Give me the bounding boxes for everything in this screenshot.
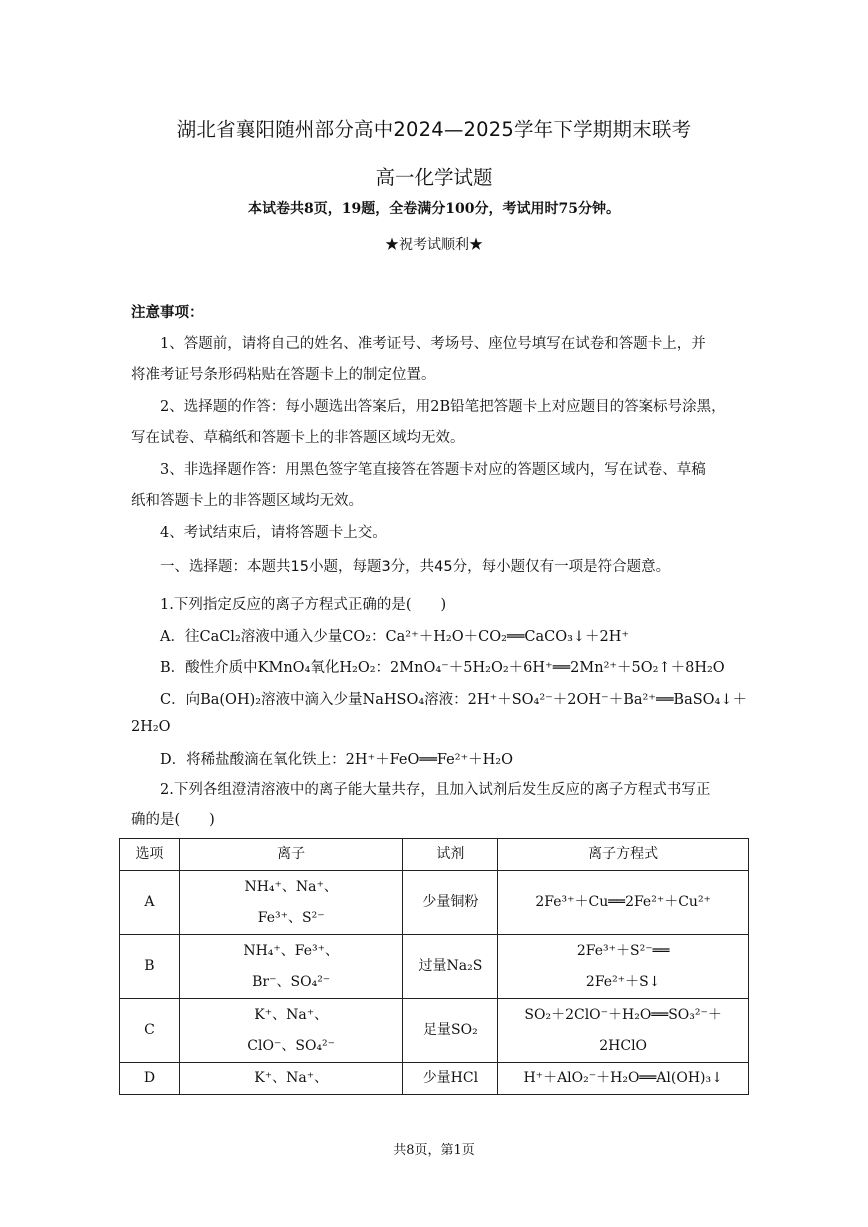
ions-line-1: NH₄⁺、Na⁺、 bbox=[244, 878, 338, 895]
row-reagent: 少量铜粉 bbox=[403, 871, 498, 935]
row-option: C bbox=[120, 999, 180, 1063]
row-reagent: 少量HCl bbox=[403, 1063, 498, 1095]
ions-line-2: ClO⁻、SO₄²⁻ bbox=[247, 1037, 336, 1054]
q1-option-c-line-1: C．向Ba(OH)₂溶液中滴入少量NaHSO₄溶液：2H⁺＋SO₄²⁻＋2OH⁻＋Ba²⁺══BaSO₄↓＋ bbox=[160, 692, 748, 708]
table-header-row bbox=[120, 839, 749, 871]
ions-line-2: Fe³⁺、S²⁻ bbox=[257, 909, 325, 926]
row-equation bbox=[498, 1063, 749, 1095]
row-option: B bbox=[120, 935, 180, 999]
q2-table bbox=[119, 838, 749, 1095]
row-equation bbox=[498, 999, 749, 1063]
equation-line-1: 2Fe³⁺＋S²⁻══ bbox=[576, 942, 670, 959]
header-option: 选项 bbox=[120, 839, 180, 871]
exam-wish: ★祝考试顺利★ bbox=[385, 237, 483, 253]
table-row bbox=[120, 935, 749, 999]
equation-line-2: 2Fe²⁺＋S↓ bbox=[585, 973, 661, 990]
header-ions: 离子 bbox=[179, 839, 403, 871]
q1-option-a: A．往CaCl₂溶液中通入少量CO₂：Ca²⁺＋H₂O＋CO₂══CaCO₃↓＋2H⁺ bbox=[160, 629, 630, 645]
ions-line-1: K⁺、Na⁺、 bbox=[254, 1006, 329, 1023]
notes-heading: 注意事项： bbox=[131, 304, 204, 321]
row-ions bbox=[179, 999, 403, 1063]
equation-line-1: H⁺＋AlO₂⁻＋H₂O══Al(OH)₃↓ bbox=[523, 1070, 723, 1086]
row-option: D bbox=[120, 1063, 180, 1095]
q1-option-c-line-2: 2H₂O bbox=[131, 719, 171, 735]
q1-option-b: B．酸性介质中KMnO₄氧化H₂O₂：2MnO₄⁻＋5H₂O₂＋6H⁺══2Mn²⁺＋5O₂↑＋8H₂O bbox=[160, 660, 725, 676]
q2-stem-line-1: 2.下列各组澄清溶液中的离子能大量共存，且加入试剂后发生反应的离子方程式书写正 bbox=[160, 782, 711, 798]
row-equation bbox=[498, 871, 749, 935]
table-row bbox=[120, 1063, 749, 1095]
ions-line-1: K⁺、Na⁺、 bbox=[254, 1070, 329, 1086]
ions-line-1: NH₄⁺、Fe³⁺、 bbox=[243, 942, 340, 959]
section-1-heading: 一、选择题：本题共15小题，每题3分，共45分，每小题仅有一项是符合题意。 bbox=[160, 559, 671, 575]
exam-subtitle: 高一化学试题 bbox=[375, 166, 493, 189]
header-reagent: 试剂 bbox=[403, 839, 498, 871]
exam-info: 本试卷共8页，19题，全卷满分100分，考试用时75分钟。 bbox=[248, 201, 620, 217]
q1-option-d: D．将稀盐酸滴在氧化铁上：2H⁺＋FeO══Fe²⁺＋H₂O bbox=[160, 752, 514, 768]
note-1-line-1: 1、答题前，请将自己的姓名、准考证号、考场号、座位号填写在试卷和答题卡上，并 bbox=[160, 336, 706, 352]
row-option: A bbox=[120, 871, 180, 935]
table-row bbox=[120, 999, 749, 1063]
note-2-line-1: 2、选择题的作答：每小题选出答案后，用2B铅笔把答题卡上对应题目的答案标号涂黑， bbox=[160, 399, 726, 415]
row-reagent: 过量Na₂S bbox=[403, 935, 498, 999]
row-ions bbox=[179, 871, 403, 935]
equation-line-1: SO₂＋2ClO⁻＋H₂O══SO₃²⁻＋ bbox=[524, 1006, 722, 1023]
equation-line-1: 2Fe³⁺＋Cu══2Fe²⁺＋Cu²⁺ bbox=[535, 894, 711, 910]
note-2-line-2: 写在试卷、草稿纸和答题卡上的非答题区域均无效。 bbox=[131, 430, 465, 446]
page-footer: 共8页，第1页 bbox=[393, 1143, 475, 1158]
ions-line-2: Br⁻、SO₄²⁻ bbox=[252, 973, 331, 990]
note-3-line-2: 纸和答题卡上的非答题区域均无效。 bbox=[131, 493, 363, 509]
row-ions bbox=[179, 935, 403, 999]
row-reagent: 足量SO₂ bbox=[403, 999, 498, 1063]
row-ions bbox=[179, 1063, 403, 1095]
exam-title: 湖北省襄阳随州部分高中2024—2025学年下学期期末联考 bbox=[176, 118, 692, 141]
row-equation bbox=[498, 935, 749, 999]
note-4: 4、考试结束后，请将答题卡上交。 bbox=[160, 525, 387, 541]
table-row bbox=[120, 871, 749, 935]
header-equation: 离子方程式 bbox=[498, 839, 749, 871]
note-3-line-1: 3、非选择题作答：用黑色签字笔直接答在答题卡对应的答题区域内，写在试卷、草稿 bbox=[160, 462, 706, 478]
q1-stem: 1.下列指定反应的离子方程式正确的是( ) bbox=[160, 597, 447, 613]
q2-stem-line-2: 确的是( ) bbox=[131, 812, 215, 828]
note-1-line-2: 将准考证号条形码粘贴在答题卡上的制定位置。 bbox=[131, 367, 436, 383]
equation-line-2: 2HClO bbox=[599, 1037, 648, 1054]
